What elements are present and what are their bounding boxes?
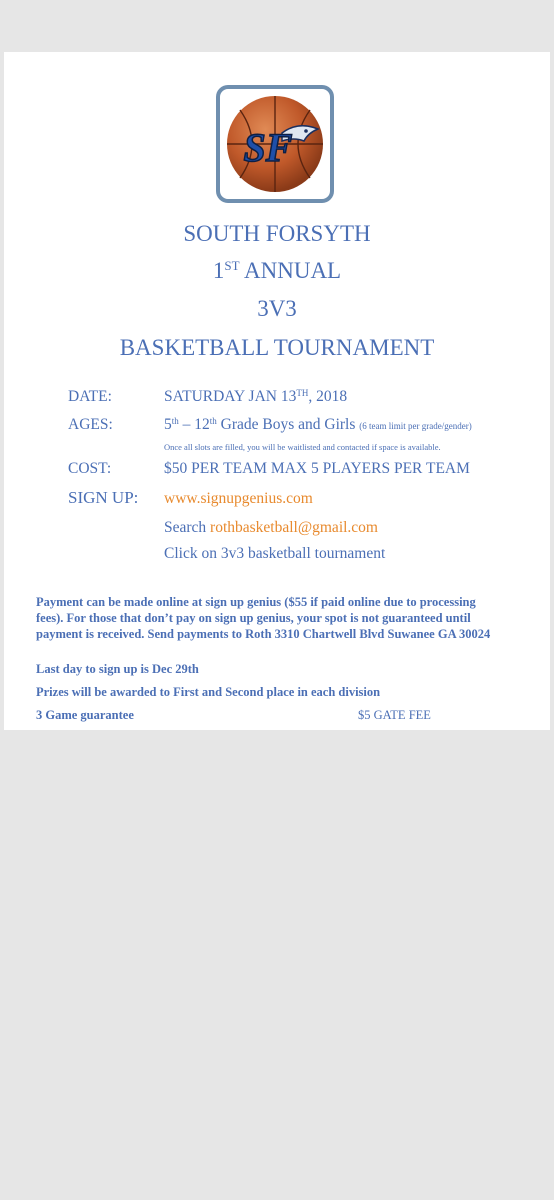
ages-from-suffix: th [171,416,179,426]
payment-info: Payment can be made online at sign up genius ($55 if paid online due to processing fees). For those that don’t pay on sign up genius, your spot is not guaranteed until payment is received. Send payments to Roth 3310 Chartwell Blvd Suwanee GA 30024 [36,595,491,641]
ages-to-suffix: th [209,416,217,426]
title-annual [4,257,550,284]
search-prefix: Search [164,519,211,536]
email-link[interactable]: rothbasketball@gmail.com [210,519,378,536]
flyer-page [4,52,550,730]
date-main: SATURDAY JAN 13 [164,388,297,405]
title-annual-number: 1 [212,258,225,283]
date-suffix: TH [296,388,309,398]
search-line [164,518,378,537]
last-day-info: Last day to sign up is Dec 29th [36,662,199,676]
signup-url-link[interactable]: www.signupgenius.com [164,490,313,507]
game-guarantee: 3 Game guarantee [36,708,134,722]
waitlist-note: Once all slots are filled, you will be waitlisted and contacted if space is available. [164,442,441,452]
date-value [164,387,347,406]
logo-letters: SF [243,125,293,170]
gate-fee: $5 GATE FEE [358,708,431,722]
school-logo [216,85,334,203]
date-year: , 2018 [308,388,348,405]
ages-from: 5 [164,416,172,433]
ages-value [164,415,472,436]
date-label: DATE: [68,388,112,405]
click-instruction: Click on 3v3 basketball tournament [164,545,386,562]
title-format: 3V3 [257,296,297,321]
title-school: SOUTH FORSYTH [183,221,371,246]
cost-label: COST: [68,460,112,477]
ages-note: (6 team limit per grade/gender) [359,421,472,431]
prizes-info: Prizes will be awarded to First and Second place in each division [36,685,381,699]
title-annual-word: ANNUAL [239,258,342,283]
title-annual-suffix: ST [224,258,240,273]
basketball-logo-icon [224,93,326,195]
ages-label: AGES: [68,416,113,433]
ages-description: Grade Boys and Girls [216,416,360,433]
ages-to: – 12 [178,416,210,433]
cost-value: $50 PER TEAM MAX 5 PLAYERS PER TEAM [164,460,470,477]
title-event: BASKETBALL TOURNAMENT [119,335,435,360]
signup-label: SIGN UP: [68,488,139,507]
